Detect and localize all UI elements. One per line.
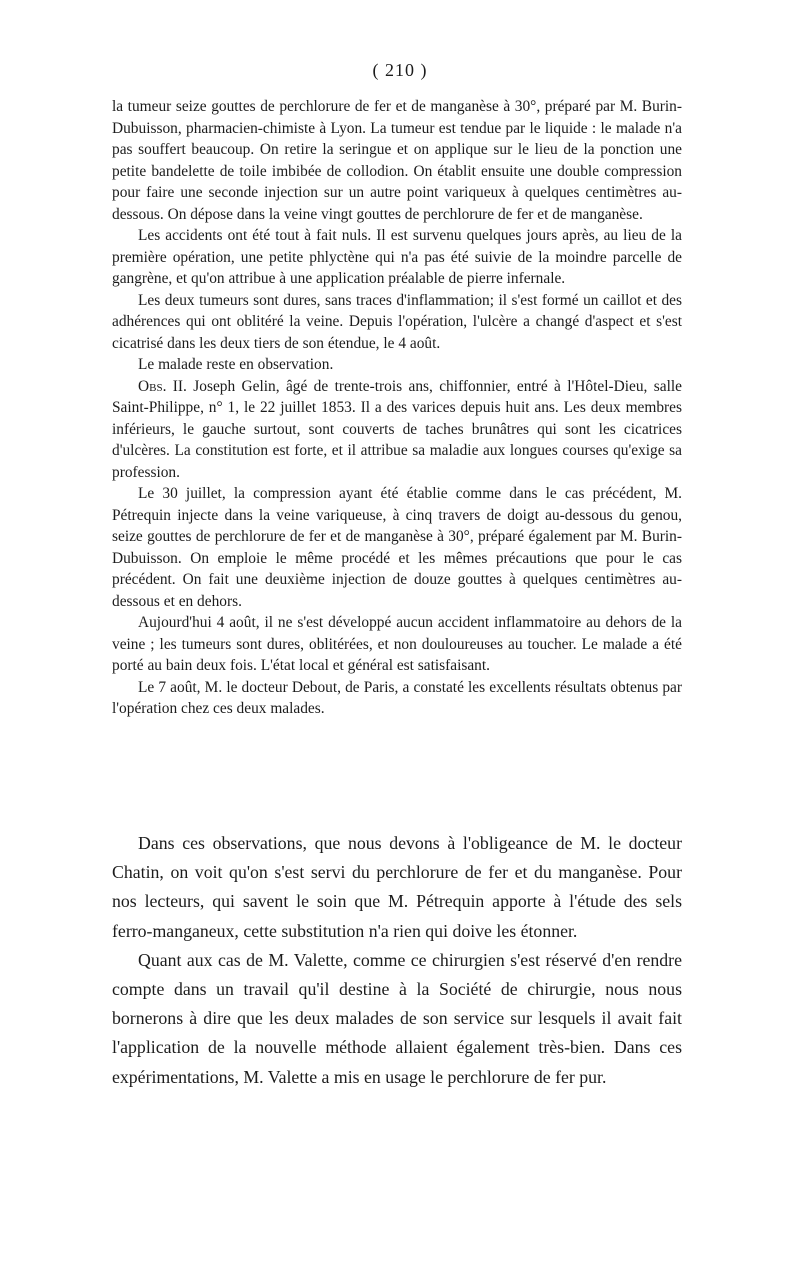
observations-text	[112, 96, 682, 720]
paragraph: Le malade reste en observation.	[138, 356, 334, 373]
paragraph: Aujourd'hui 4 août, il ne s'est développé aucun accident inflammatoire au dehors de la veine ; les tumeurs sont dures, oblitérées, et non douloureuses au toucher. Le malade a été porté au bain deux fois. L'état local et général est satisfaisant.	[112, 614, 682, 674]
paragraph: la tumeur seize gouttes de perchlorure de fer et de manganèse à 30°, préparé par M. Burin-Dubuisson, pharmacien-chimiste à Lyon. La tumeur est tendue par le liquide : le malade n'a pas souffert beaucoup. On retire la seringue et on applique sur le lieu de la ponction une petite bandelette de toile imbibée de collodion. On établit ensuite une double compression pour faire une seconde injection sur un autre point variqueux à quelques centimètres au-dessous. On dépose dans la veine vingt gouttes de perchlorure de fer et de manganèse.	[112, 98, 682, 223]
paragraph: Les deux tumeurs sont dures, sans traces d'inflammation; il s'est formé un caillot et des adhérences qui ont oblitéré la veine. Depuis l'opération, l'ulcère a changé d'aspect et s'est cicatrisé dans les deux tiers de son étendue, le 4 août.	[112, 291, 682, 352]
observation-paragraph	[112, 376, 682, 484]
commentary-text	[112, 829, 682, 1092]
paragraph: Les accidents ont été tout à fait nuls. Il est survenu quelques jours après, au lieu de la première opération, une petite phlyctène qui n'a pas été suivie de la moindre parcelle de gangrène, et qu'on attribue à une application préalable de pierre infernale.	[112, 227, 682, 287]
paragraph: Dans ces observations, que nous devons à l'obligeance de M. le docteur Chatin, on voit qu'on s'est servi du perchlorure de fer et du manganèse. Pour nos lecteurs, qui savent le soin que M. Pétrequin apporte à l'étude des sels ferro-manganeux, cette substitution n'a rien qui doive les étonner.	[112, 833, 682, 941]
observation-label: Obs. II.	[138, 377, 187, 395]
paragraph: Le 7 août, M. le docteur Debout, de Paris, a constaté les excellents résultats obtenus par l'opération chez ces deux malades.	[112, 678, 682, 717]
paragraph: Le 30 juillet, la compression ayant été établie comme dans le cas précédent, M. Pétrequin injecte dans la veine variqueuse, à cinq travers de doigt au-dessous du genou, seize gouttes de perchlorure de fer et de manganèse à 30°, préparé également par M. Burin-Dubuisson. On emploie le même procédé et les mêmes précautions que pour le cas précédent. On fait une deuxième injection de douze gouttes à quelques centimètres au-dessous et en dehors.	[112, 485, 682, 610]
page-number: ( 210 )	[372, 60, 428, 80]
paragraph: Quant aux cas de M. Valette, comme ce chirurgien s'est réservé d'en rendre compte dans un travail qu'il destine à la Société de chirurgie, nous nous bornerons à dire que les deux malades de son service sur lesquels il avait fait l'application de la nouvelle méthode allaient également très-bien. Dans ces expérimentations, M. Valette a mis en usage le perchlorure de fer pur.	[112, 949, 682, 1087]
observation-text: Joseph Gelin, âgé de trente-trois ans, chiffonnier, entré à l'Hôtel-Dieu, salle Saint-Philippe, n° 1, le 22 juillet 1853. Il a des varices depuis huit ans. Les deux membres inférieurs, le gauche surtout, sont couverts de taches brunâtres qui sont les cicatrices d'ulcères. La constitution est forte, et il attribue sa maladie aux longues courses qu'exige sa profession.	[112, 377, 682, 481]
